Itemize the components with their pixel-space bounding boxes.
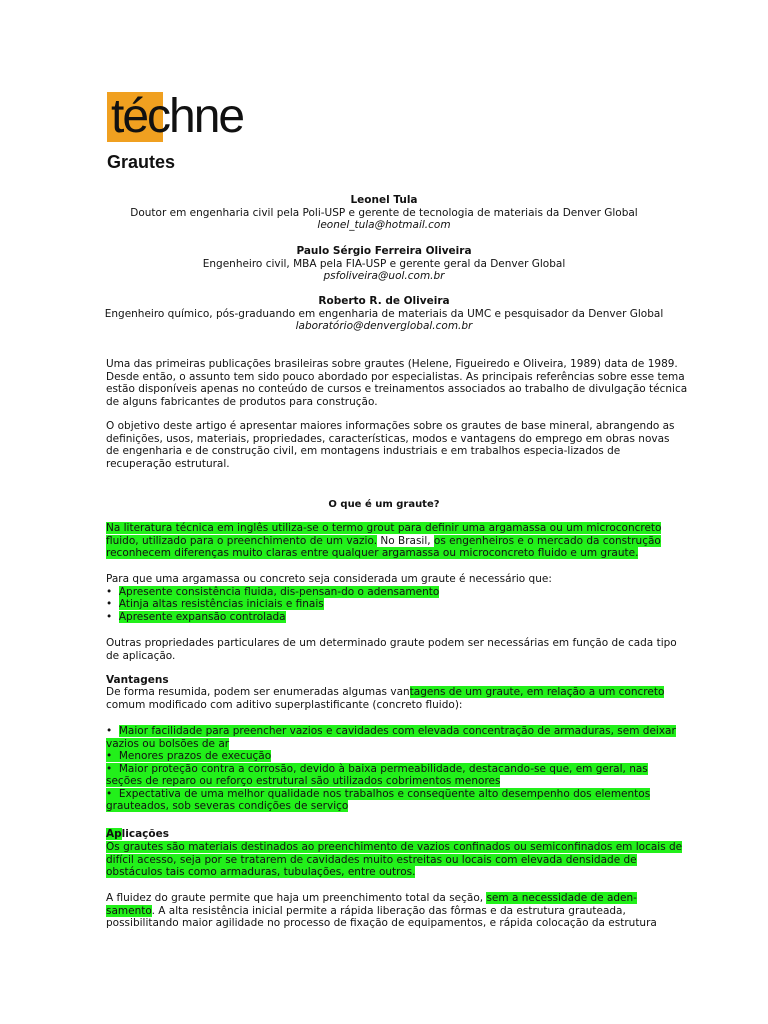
author-email: leonel_tula@hotmail.com	[317, 219, 451, 231]
intro-paragraph-1	[106, 358, 688, 408]
list-item: • Expectativa de uma melhor qualidade nos trabalhos e conseqüente alto desempenho dos elementos	[106, 787, 651, 800]
fluidez-paragraph	[106, 892, 666, 930]
highlight: vazios ou bolsões de ar	[106, 737, 230, 750]
text-line: Para que uma argamassa ou concreto seja considerada um graute é necessário que:	[106, 573, 552, 585]
text-line	[106, 522, 666, 535]
logo-text: téchne	[111, 90, 244, 143]
vantagens-intro	[106, 686, 666, 711]
text-line: de alguns fabricantes de produtos para construção.	[106, 395, 378, 408]
highlight: Maior facilidade para preencher vazios e cavidades com elevada concentração de armaduras, sem deixar	[118, 725, 676, 737]
highlight: difícil acesso, seja por se tratarem de cavidades muito estreitas ou locais com elevada densidade de	[106, 853, 637, 866]
highlight: Na literatura técnica em inglês utiliza-se o termo grout para definir uma argamassa ou um microconcreto	[106, 522, 662, 534]
author-role: Engenheiro químico, pós-graduando em engenharia de materiais da UMC e pesquisador da Denver Global	[104, 307, 664, 320]
plain-text: A fluidez do graute permite que haja um preenchimento total da seção,	[106, 892, 487, 904]
list-item	[106, 775, 666, 788]
highlight: Maior proteção contra a corrosão, devido à baixa permeabilidade, destacando-se que, em geral, nas	[118, 762, 648, 775]
plain-text: De forma resumida, podem ser enumeradas algumas van	[106, 686, 410, 698]
highlight: sem a necessidade de aden-	[486, 892, 637, 904]
text-line	[106, 547, 666, 560]
highlight: Os grautes são materiais destinados ao preenchimento de vazios confinados ou semiconfinados em locais de	[106, 841, 683, 853]
list-item: • Atinja altas resistências iniciais e finais	[106, 598, 324, 610]
vantagens-list	[106, 725, 676, 813]
author-role: Doutor em engenharia civil pela Poli-USP e gerente de tecnologia de materiais da Denver Global	[130, 206, 638, 219]
list-item: • Apresente expansão controlada	[106, 610, 286, 623]
highlight: samento	[106, 904, 152, 917]
list-item	[106, 800, 666, 813]
other-properties-paragraph	[106, 637, 677, 662]
text-line	[106, 535, 666, 548]
highlight: obstáculos tais como armaduras, tubulações, entre outros.	[106, 866, 416, 878]
highlight: Menores prazos de execução	[118, 750, 272, 762]
highlight: os engenheiros e o mercado da construção	[433, 534, 661, 547]
section-heading: O que é um graute?	[328, 499, 440, 510]
requirements-list	[106, 573, 666, 623]
text-line: de aplicação.	[106, 649, 176, 662]
plain-text: licações	[121, 828, 169, 840]
highlight: Expectativa de uma melhor qualidade nos trabalhos e conseqüente alto desempenho dos elementos	[118, 787, 651, 800]
definition-paragraph	[106, 522, 666, 560]
aplicacoes-paragraph	[106, 841, 683, 879]
plain-text: No Brasil,	[377, 534, 434, 547]
text-line: O objetivo deste artigo é apresentar maiores informações sobre os grautes de base mineral, abrangendo as	[106, 420, 675, 432]
text-line	[106, 866, 666, 879]
list-item: • Maior facilidade para preencher vazios e cavidades com elevada concentração de armaduras, sem deixar	[106, 725, 676, 737]
list-item	[106, 738, 666, 751]
text-line: comum modificado com aditivo superplastificante (concreto fluido):	[106, 698, 463, 711]
text-line	[106, 841, 683, 854]
author-email: laboratório@denverglobal.com.br	[295, 320, 473, 332]
text-line: Uma das primeiras publicações brasileiras sobre grautes (Helene, Figueiredo e Oliveira, 1989) data de 1989.	[106, 358, 678, 370]
list-item: • Apresente consistência fluida, dis-pensan-do o adensamento	[106, 585, 440, 598]
document-title: Grautes	[107, 152, 176, 172]
highlight: reconhecem diferenças muito claras entre qualquer argamassa ou microconcreto fluido e um graute.	[106, 547, 639, 559]
author-block	[100, 194, 668, 232]
highlight: Apresente expansão controlada	[118, 610, 286, 623]
text-line	[106, 905, 666, 918]
text-line: recuperação estrutural.	[106, 457, 230, 470]
highlight: Ap	[106, 828, 122, 840]
text-line: de engenharia e de construção civil, em montagens industriais e em trabalhos especia-lizados de	[106, 445, 621, 457]
plain-text: . A alta resistência inicial permite a rápida liberação das fôrmas e da estrutura grauteada,	[151, 904, 626, 917]
author-block	[100, 245, 668, 283]
text-line	[106, 686, 666, 699]
highlight: seções de reparo ou reforço estrutural são utilizados cobrimentos menores	[106, 775, 501, 787]
text-line: estão disponíveis apenas no conteúdo de cursos e treinamentos associados ao trabalho de divulgação técnica	[106, 383, 688, 395]
text-line	[106, 854, 666, 867]
author-role: Engenheiro civil, MBA pela FIA-USP e gerente geral da Denver Global	[202, 257, 566, 270]
highlight: Atinja altas resistências iniciais e finais	[118, 598, 324, 610]
highlight: Apresente consistência fluida, dis-pensan-do o adensamento	[118, 585, 440, 598]
highlight: fluido, utilizado para o preenchimento de um vazio.	[106, 534, 378, 547]
aplicacoes-heading	[106, 828, 169, 840]
author-block	[100, 295, 668, 333]
highlight: tagens de um graute, em relação a um concreto	[409, 686, 665, 698]
text-line	[106, 892, 666, 905]
list-item: • Maior proteção contra a corrosão, devido à baixa permeabilidade, destacando-se que, em geral, nas	[106, 762, 648, 775]
list-item: • Menores prazos de execução	[106, 750, 272, 762]
text-line: definições, usos, materiais, propriedades, características, modos e vantagens do emprego em obras novas	[106, 432, 670, 445]
techne-logo	[107, 92, 267, 142]
text-line: Desde então, o assunto tem sido pouco abordado por especialistas. As principais referências sobre esse tema	[106, 370, 685, 383]
author-name: Leonel Tula	[350, 194, 418, 206]
vantagens-heading: Vantagens	[106, 674, 169, 686]
highlight: grauteados, sob severas condições de serviço	[106, 800, 349, 812]
text-line: Outras propriedades particulares de um determinado graute podem ser necessárias em função de cada tipo	[106, 637, 677, 649]
text-line: possibilitando maior agilidade no processo de fixação de equipamentos, e rápida colocação da estrutura	[106, 917, 657, 929]
author-email: psfoliveira@uol.com.br	[323, 270, 445, 282]
author-name: Paulo Sérgio Ferreira Oliveira	[296, 245, 472, 257]
author-name: Roberto R. de Oliveira	[318, 295, 450, 307]
intro-paragraph-2	[106, 420, 675, 470]
